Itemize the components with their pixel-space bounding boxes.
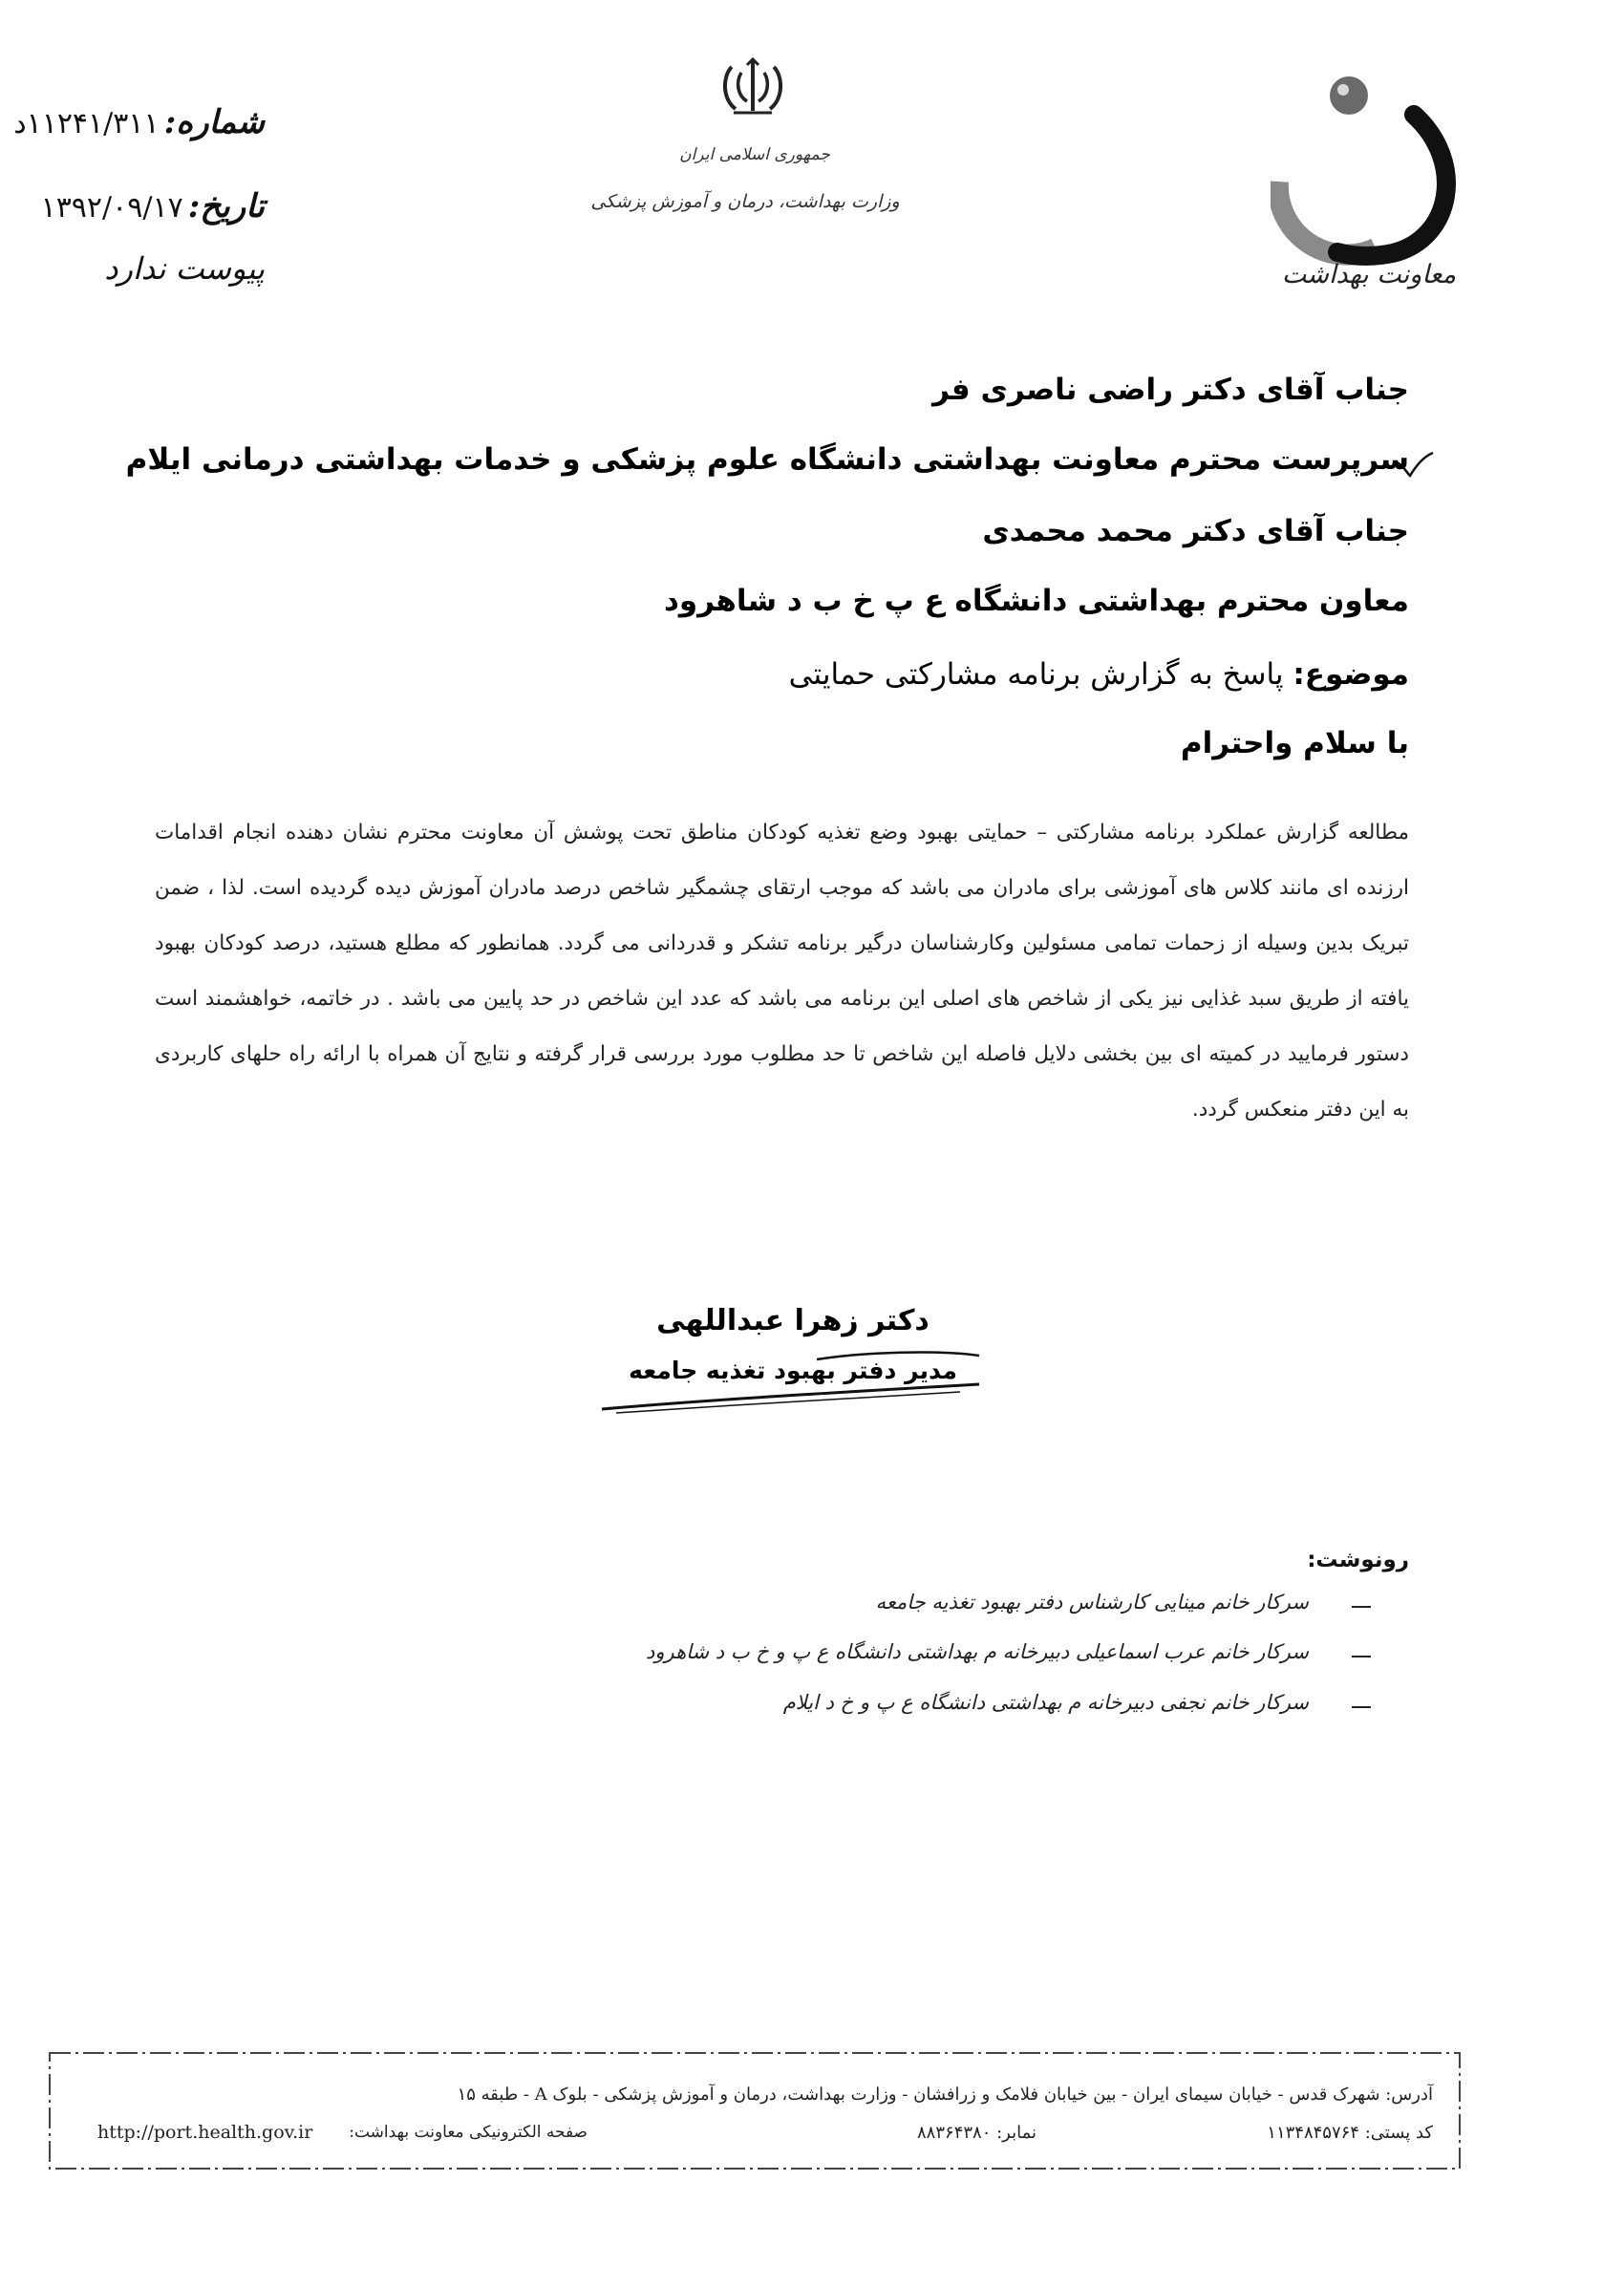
ministry-line-1: جمهوری اسلامی ایران — [679, 145, 830, 164]
addressee-3: جناب آقای دکتر محمد محمدی — [982, 514, 1409, 548]
cc-item: سرکار خانم عرب اسماعیلی دبیرخانه م بهداشتی دانشگاه ع پ و خ ب د شاهرود — [645, 1640, 1309, 1663]
date-label: تاریخ: — [187, 187, 265, 225]
footer-website-link[interactable]: http://port.health.gov.ir — [97, 2122, 313, 2143]
greeting: با سلام واحترام — [1180, 726, 1409, 760]
subject-text: پاسخ به گزارش برنامه مشارکتی حمایتی — [788, 657, 1284, 692]
number-label: شماره: — [163, 103, 265, 141]
health-deputy-logo — [1271, 57, 1462, 267]
deputy-logo-caption: معاونت بهداشت — [1281, 260, 1457, 289]
date-value: ۱۳۹۲/۰۹/۱۷ — [40, 191, 183, 225]
addressee-4: معاون محترم بهداشتی دانشگاه ع پ خ ب د شاهرود — [663, 584, 1409, 618]
cc-item: سرکار خانم مینایی کارشناس دفتر بهبود تغذیه جامعه — [875, 1591, 1309, 1614]
letter-date — [41, 187, 265, 225]
footer-frame — [48, 2051, 1462, 2170]
letter-body: مطالعه گزارش عملکرد برنامه مشارکتی – حمایتی بهبود وضع تغذیه کودکان مناطق تحت پوشش آن معاونت محترم نشان دهنده انجام اقدامات ارزنده ای مانند کلاس های آموزشی برای مادران می باشد که موجب ارتقای چشمگیر شاخص درصد مادران آموزش دیده گردیده است. لذا ، ضمن تبریک بدین وسیله از زحمات تمامی مسئولین وکارشناسان درگیر برنامه تشکر و قدردانی می گردد. همانطور که مطلع هستید، درصد کودکان بهبود یافته از طریق سبد غذایی نیز یکی از شاخص های اصلی این برنامه می باشد که عدد این شاخص در حد پایین می باشد . در خاتمه، خواهشمند است دستور فرمایید در کمیته ای بین بخشی دلایل فاصله این شاخص تا حد مطلوب مورد بررسی قرار گرفته و نتایج آن همراه با ارائه راه حلهای کاربردی به این دفتر منعکس گردد. — [155, 821, 1409, 1122]
number-value: ۱۱۲۴۱/۳۱۱د — [13, 107, 160, 140]
signature-stroke — [597, 1342, 998, 1419]
cc-heading: رونوشت: — [1307, 1548, 1409, 1572]
iran-emblem-icon — [718, 57, 787, 120]
cc-dash — [1352, 1656, 1371, 1657]
addressee-1: جناب آقای دکتر راضی ناصری فر — [932, 373, 1409, 407]
subject-label: موضوع: — [1293, 657, 1409, 692]
subject-line — [789, 657, 1409, 692]
cc-dash — [1352, 1606, 1371, 1608]
signatory-title: مدیر دفتر بهبود تغذیه جامعه — [629, 1357, 957, 1384]
footer-fax: نمابر: ۸۸۳۶۴۳۸۰ — [917, 2123, 1036, 2143]
ministry-line-2: وزارت بهداشت، درمان و آموزش پزشکی — [590, 191, 900, 212]
footer-address: آدرس: شهرک قدس - خیابان سیمای ایران - بین خیابان فلامک و زرافشان - وزارت بهداشت، درمان و آموزش پزشکی - بلوک A - طبقه ۱۵ — [457, 2085, 1433, 2105]
cc-dash — [1352, 1706, 1371, 1708]
footer-website-label: صفحه الکترونیکی معاونت بهداشت: — [349, 2123, 588, 2142]
attachment-status: پیوست ندارد — [104, 250, 265, 287]
cc-item: سرکار خانم نجفی دبیرخانه م بهداشتی دانشگاه ع پ و خ د ایلام — [782, 1691, 1309, 1714]
letter-number — [13, 103, 265, 141]
addressee-2: سرپرست محترم معاونت بهداشتی دانشگاه علوم پزشکی و خدمات بهداشتی درمانی ایلام — [125, 442, 1409, 477]
footer-postal-code: کد پستی: ۱۱۳۴۸۴۵۷۶۴ — [1267, 2123, 1433, 2143]
signatory-name: دکتر زهرا عبداللهی — [656, 1304, 930, 1337]
